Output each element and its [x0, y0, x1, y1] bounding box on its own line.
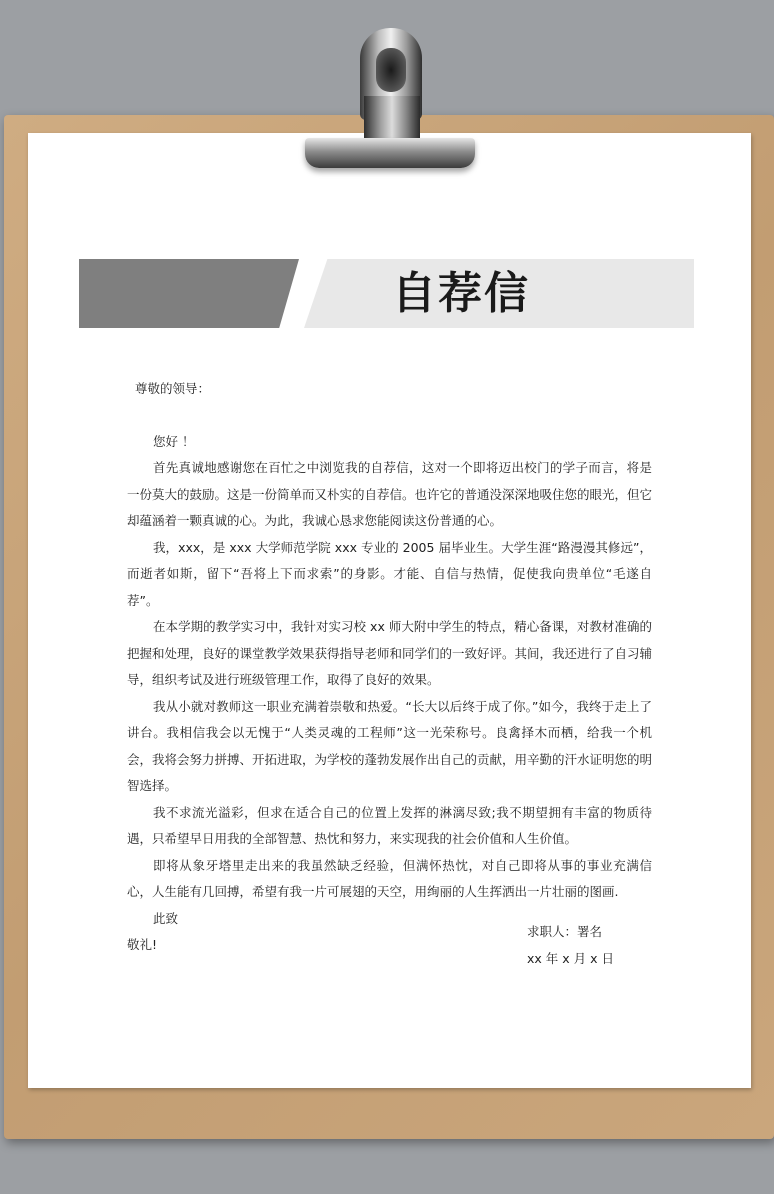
page-title: 自荐信: [392, 268, 530, 319]
paragraph-4: 我从小就对教师这一职业充满着崇敬和热爱。“长大以后终于成了你。”如今，我终于走上了讲台。我相信我会以无愧于“人类灵魂的工程师”这一光荣称号。良禽择木而栖，给我一个机会，我将会努力拼搏、开拓进取，为学校的蓬勃发展作出自己的贡献，用辛勤的汗水证明您的明智选择。: [127, 698, 653, 793]
paragraph-6: 即将从象牙塔里走出来的我虽然缺乏经验，但满怀热忱，对自己即将从事的事业充满信心，人生能有几回搏，希望有我一片可展翅的天空，用绚丽的人生挥洒出一片壮丽的图画.: [127, 857, 652, 899]
paragraph-3: 在本学期的教学实习中，我针对实习校 xx 师大附中学生的特点，精心备课，对教材准确的把握和处理，良好的课堂教学效果获得指导老师和同学们的一致好评。其间，我还进行了自习辅导，组织考试及进行班级管理工作，取得了良好的效果。: [127, 619, 653, 687]
binder-clip-base: [305, 138, 475, 168]
binder-clip-neck: [364, 96, 420, 142]
signature-block: [527, 918, 667, 972]
paragraph-5: 我不求流光溢彩，但求在适合自己的位置上发挥的淋漓尽致;我不期望拥有丰富的物质待遇，只希望早日用我的全部智慧、热忱和努力，来实现我的社会价值和人生价值。: [127, 804, 652, 846]
paragraph-1: 首先真诚地感谢您在百忙之中浏览我的自荐信，这对一个即将迈出校门的学子而言，将是一份莫大的鼓励。这是一份简单而又朴实的自荐信。也许它的普通没深深地吸住您的眼光，但它却蕴涵着一颗真诚的心。为此，我诚心恳求您能阅读这份普通的心。: [127, 460, 653, 528]
title-banner-dark: [79, 259, 299, 328]
respect-line: 敬礼!: [127, 937, 158, 952]
paragraph-2: 我，xxx，是 xxx 大学师范学院 xxx 专业的 2005 届毕业生。大学生涯“路漫漫其修远”，而逝者如斯，留下“吾将上下而求索”的身影。才能、自信与热情，促使我向贵单位“毛遂自荐”。: [127, 539, 652, 608]
signature: 求职人：署名: [527, 924, 603, 939]
date: xx 年 x 月 x 日: [527, 951, 614, 966]
hello-line: 您好 ！: [153, 433, 195, 449]
letter-body: [127, 376, 652, 959]
salutation: 尊敬的领导：: [135, 381, 211, 396]
binder-clip-hole: [376, 48, 406, 92]
closing-line: 此致: [153, 910, 179, 926]
